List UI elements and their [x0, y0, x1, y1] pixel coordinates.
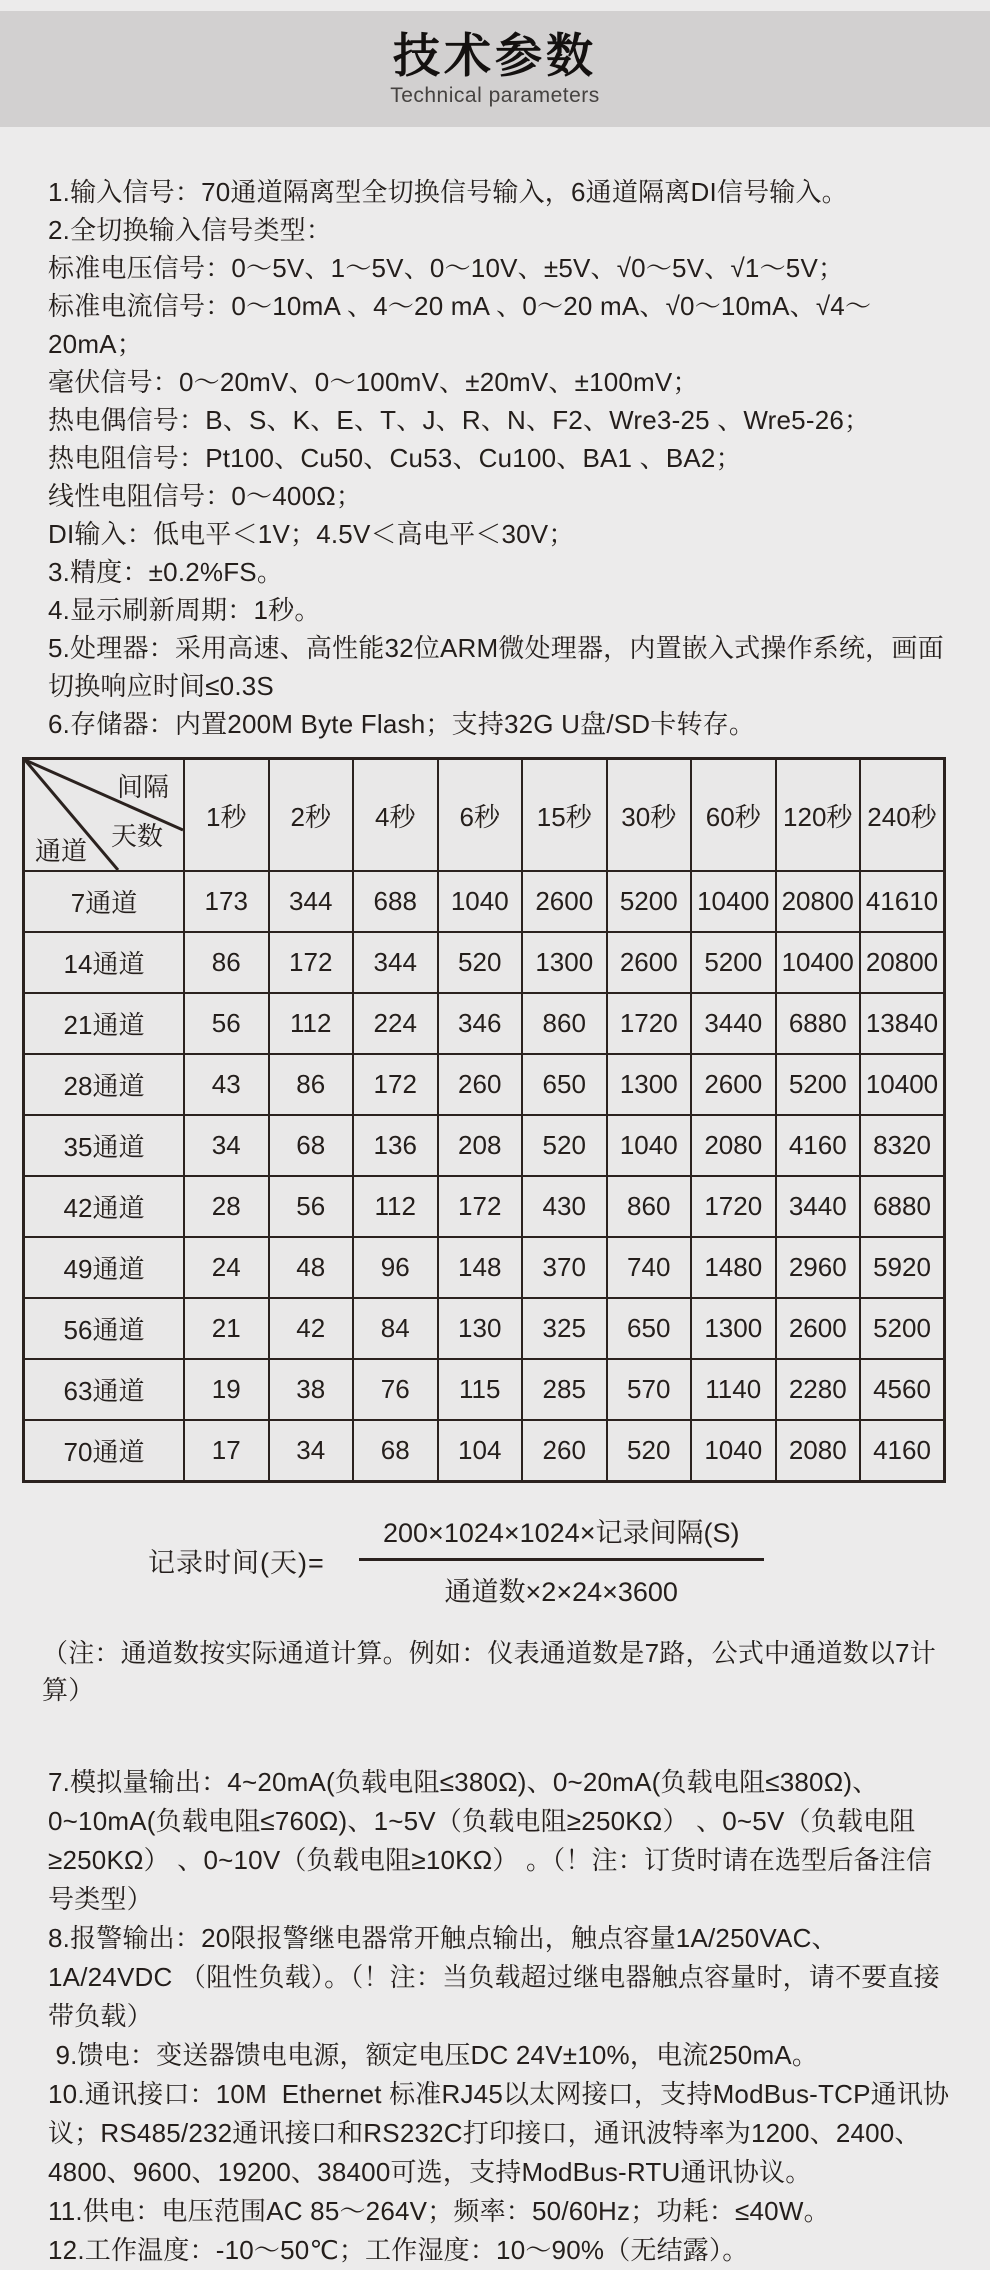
spec-power-supply: 11.供电：电压范围AC 85～264V；频率：50/60Hz；功耗：≤40W。 — [48, 2196, 830, 2226]
value-cell: 346 — [438, 993, 523, 1054]
value-cell: 208 — [438, 1115, 523, 1176]
table-header-row — [24, 759, 945, 872]
value-cell: 56 — [184, 993, 269, 1054]
channel-cell: 70通道 — [24, 1420, 185, 1482]
spec-input-signal: 1.输入信号：70通道隔离型全切换信号输入，6通道隔离DI信号输入。 — [48, 177, 848, 207]
value-cell: 6880 — [776, 993, 861, 1054]
value-cell: 224 — [353, 993, 438, 1054]
value-cell: 1140 — [691, 1359, 776, 1420]
value-cell: 1040 — [438, 871, 523, 932]
spec-operating-temperature: 12.工作温度：-10～50℃；工作湿度：10～90%（无结露）。 — [48, 2235, 749, 2265]
interval-header: 120秒 — [776, 759, 861, 872]
interval-header: 1秒 — [184, 759, 269, 872]
spec-analog-output: 7.模拟量输出：4~20mA(负载电阻≤380Ω)、0~20mA(负载电阻≤380Ω)、0~10mA(负载电阻≤760Ω)、1~5V（负载电阻≥250KΩ） 、0~5V（负载电阻≥250KΩ） 、0~10V（负载电阻≥10KΩ） 。（！注：订货时请在选型后备注信号类型） — [48, 1767, 933, 1914]
content-area — [0, 127, 990, 2270]
interval-header: 2秒 — [269, 759, 354, 872]
value-cell: 19 — [184, 1359, 269, 1420]
value-cell: 2960 — [776, 1237, 861, 1298]
value-cell: 860 — [607, 1176, 692, 1237]
value-cell: 1040 — [691, 1420, 776, 1482]
value-cell: 172 — [438, 1176, 523, 1237]
value-cell: 2080 — [776, 1420, 861, 1482]
spec-thermocouple-signal: 热电偶信号：B、S、K、E、T、J、R、N、F2、Wre3-25 、Wre5-26； — [48, 405, 871, 435]
interval-header: 30秒 — [607, 759, 692, 872]
value-cell: 2280 — [776, 1359, 861, 1420]
page-subtitle: Technical parameters — [390, 83, 600, 107]
channel-cell: 56通道 — [24, 1298, 185, 1359]
value-cell: 520 — [522, 1115, 607, 1176]
value-cell: 96 — [353, 1237, 438, 1298]
formula-label: 记录时间(天)= — [148, 1547, 325, 1578]
spec-storage: 6.存储器：内置200M Byte Flash；支持32G U盘/SD卡转存。 — [48, 709, 756, 739]
value-cell: 1040 — [607, 1115, 692, 1176]
table-row — [24, 1237, 945, 1298]
spec-accuracy: 3.精度：±0.2%FS。 — [48, 557, 284, 587]
corner-label-days: 天数 — [110, 821, 163, 851]
specs-bottom-section — [48, 1763, 950, 2270]
table-corner-cell — [24, 759, 185, 872]
spec-current-signal: 标准电流信号：0～10mA 、4～20 mA 、0～20 mA、√0～10mA、√4～20mA； — [48, 291, 872, 359]
value-cell: 520 — [607, 1420, 692, 1482]
channel-cell: 63通道 — [24, 1359, 185, 1420]
record-days-table — [22, 757, 946, 1483]
value-cell: 1300 — [691, 1298, 776, 1359]
value-cell: 285 — [522, 1359, 607, 1420]
value-cell: 34 — [269, 1420, 354, 1482]
interval-header: 60秒 — [691, 759, 776, 872]
spec-millivolt-signal: 毫伏信号：0～20mV、0～100mV、±20mV、±100mV； — [48, 367, 699, 397]
value-cell: 43 — [184, 1054, 269, 1115]
table-row — [24, 1115, 945, 1176]
channel-cell: 49通道 — [24, 1237, 185, 1298]
corner-label-channel: 通道 — [35, 836, 88, 866]
channel-cell: 7通道 — [24, 871, 185, 932]
table-row — [24, 1420, 945, 1482]
table-row — [24, 1054, 945, 1115]
value-cell: 10400 — [776, 932, 861, 993]
value-cell: 173 — [184, 871, 269, 932]
value-cell: 148 — [438, 1237, 523, 1298]
value-cell: 570 — [607, 1359, 692, 1420]
value-cell: 6880 — [860, 1176, 945, 1237]
value-cell: 740 — [607, 1237, 692, 1298]
table-row — [24, 1359, 945, 1420]
value-cell: 260 — [522, 1420, 607, 1482]
value-cell: 38 — [269, 1359, 354, 1420]
spec-communication: 10.通讯接口：10M Ethernet 标准RJ45以太网接口，支持ModBus-TCP通讯协议；RS485/232通讯接口和RS232C打印接口，通讯波特率为1200、2400、4800、9600、19200、38400可选，支持ModBus-RTU通讯协议。 — [48, 2079, 950, 2187]
channel-cell: 28通道 — [24, 1054, 185, 1115]
value-cell: 48 — [269, 1237, 354, 1298]
value-cell: 5920 — [860, 1237, 945, 1298]
value-cell: 20800 — [776, 871, 861, 932]
value-cell: 68 — [353, 1420, 438, 1482]
corner-label-interval: 间隔 — [116, 772, 169, 802]
value-cell: 21 — [184, 1298, 269, 1359]
value-cell: 260 — [438, 1054, 523, 1115]
spec-rtd-signal: 热电阻信号：Pt100、Cu50、Cu53、Cu100、BA1 、BA2； — [48, 443, 742, 473]
value-cell: 325 — [522, 1298, 607, 1359]
table-row — [24, 993, 945, 1054]
value-cell: 5200 — [607, 871, 692, 932]
value-cell: 86 — [269, 1054, 354, 1115]
value-cell: 370 — [522, 1237, 607, 1298]
value-cell: 344 — [269, 871, 354, 932]
spec-linear-resistance-signal: 线性电阻信号：0～400Ω； — [48, 481, 363, 511]
formula-note: （注：通道数按实际通道计算。例如：仪表通道数是7路，公式中通道数以7计算） — [42, 1638, 936, 1705]
value-cell: 1300 — [607, 1054, 692, 1115]
interval-header: 4秒 — [353, 759, 438, 872]
spec-refresh-period: 4.显示刷新周期：1秒。 — [48, 595, 321, 625]
value-cell: 430 — [522, 1176, 607, 1237]
header-banner — [0, 11, 990, 127]
interval-header: 15秒 — [522, 759, 607, 872]
value-cell: 86 — [184, 932, 269, 993]
value-cell: 860 — [522, 993, 607, 1054]
record-time-formula — [148, 1511, 950, 1609]
value-cell: 24 — [184, 1237, 269, 1298]
value-cell: 104 — [438, 1420, 523, 1482]
formula-numerator: 200×1024×1024×记录间隔(S) — [383, 1518, 740, 1548]
interval-header: 6秒 — [438, 759, 523, 872]
technical-parameters-page — [0, 11, 990, 2265]
value-cell: 42 — [269, 1298, 354, 1359]
value-cell: 172 — [353, 1054, 438, 1115]
channel-cell: 42通道 — [24, 1176, 185, 1237]
spec-voltage-signal: 标准电压信号：0～5V、1～5V、0～10V、±5V、√0～5V、√1～5V； — [48, 253, 845, 283]
value-cell: 5200 — [776, 1054, 861, 1115]
value-cell: 4560 — [860, 1359, 945, 1420]
value-cell: 650 — [522, 1054, 607, 1115]
value-cell: 112 — [353, 1176, 438, 1237]
value-cell: 2600 — [776, 1298, 861, 1359]
value-cell: 3440 — [691, 993, 776, 1054]
value-cell: 136 — [353, 1115, 438, 1176]
table-row — [24, 932, 945, 993]
value-cell: 68 — [269, 1115, 354, 1176]
spec-feed-power: 9.馈电：变送器馈电电源，额定电压DC 24V±10%，电流250mA。 — [48, 2040, 819, 2070]
value-cell: 13840 — [860, 993, 945, 1054]
spec-signal-types: 2.全切换输入信号类型： — [48, 215, 333, 245]
value-cell: 520 — [438, 932, 523, 993]
value-cell: 84 — [353, 1298, 438, 1359]
value-cell: 76 — [353, 1359, 438, 1420]
specs-top-section — [48, 173, 950, 743]
value-cell: 17 — [184, 1420, 269, 1482]
value-cell: 1300 — [522, 932, 607, 993]
value-cell: 56 — [269, 1176, 354, 1237]
page-title: 技术参数 — [393, 29, 597, 83]
value-cell: 112 — [269, 993, 354, 1054]
formula-denominator: 通道数×2×24×3600 — [359, 1558, 764, 1609]
value-cell: 3440 — [776, 1176, 861, 1237]
value-cell: 5200 — [860, 1298, 945, 1359]
value-cell: 4160 — [776, 1115, 861, 1176]
value-cell: 115 — [438, 1359, 523, 1420]
value-cell: 172 — [269, 932, 354, 993]
value-cell: 4160 — [860, 1420, 945, 1482]
value-cell: 10400 — [860, 1054, 945, 1115]
value-cell: 344 — [353, 932, 438, 993]
channel-cell: 14通道 — [24, 932, 185, 993]
value-cell: 41610 — [860, 871, 945, 932]
interval-header: 240秒 — [860, 759, 945, 872]
value-cell: 20800 — [860, 932, 945, 993]
channel-cell: 35通道 — [24, 1115, 185, 1176]
value-cell: 8320 — [860, 1115, 945, 1176]
formula-fraction — [359, 1511, 764, 1609]
value-cell: 28 — [184, 1176, 269, 1237]
spec-di-input: DI输入：低电平＜1V；4.5V＜高电平＜30V； — [48, 519, 575, 549]
spec-alarm-output: 8.报警输出：20限报警继电器常开触点输出，触点容量1A/250VAC、1A/24VDC （阻性负载）。（！注：当负载超过继电器触点容量时，请不要直接带负载） — [48, 1923, 940, 2031]
value-cell: 2600 — [607, 932, 692, 993]
value-cell: 2080 — [691, 1115, 776, 1176]
value-cell: 130 — [438, 1298, 523, 1359]
table-row — [24, 1176, 945, 1237]
value-cell: 1480 — [691, 1237, 776, 1298]
value-cell: 650 — [607, 1298, 692, 1359]
spec-processor: 5.处理器：采用高速、高性能32位ARM微处理器，内置嵌入式操作系统，画面切换响应时间≤0.3S — [48, 633, 944, 701]
value-cell: 10400 — [691, 871, 776, 932]
value-cell: 2600 — [522, 871, 607, 932]
value-cell: 1720 — [607, 993, 692, 1054]
table-row — [24, 1298, 945, 1359]
table-row — [24, 871, 945, 932]
value-cell: 5200 — [691, 932, 776, 993]
value-cell: 688 — [353, 871, 438, 932]
value-cell: 1720 — [691, 1176, 776, 1237]
value-cell: 34 — [184, 1115, 269, 1176]
channel-cell: 21通道 — [24, 993, 185, 1054]
value-cell: 2600 — [691, 1054, 776, 1115]
